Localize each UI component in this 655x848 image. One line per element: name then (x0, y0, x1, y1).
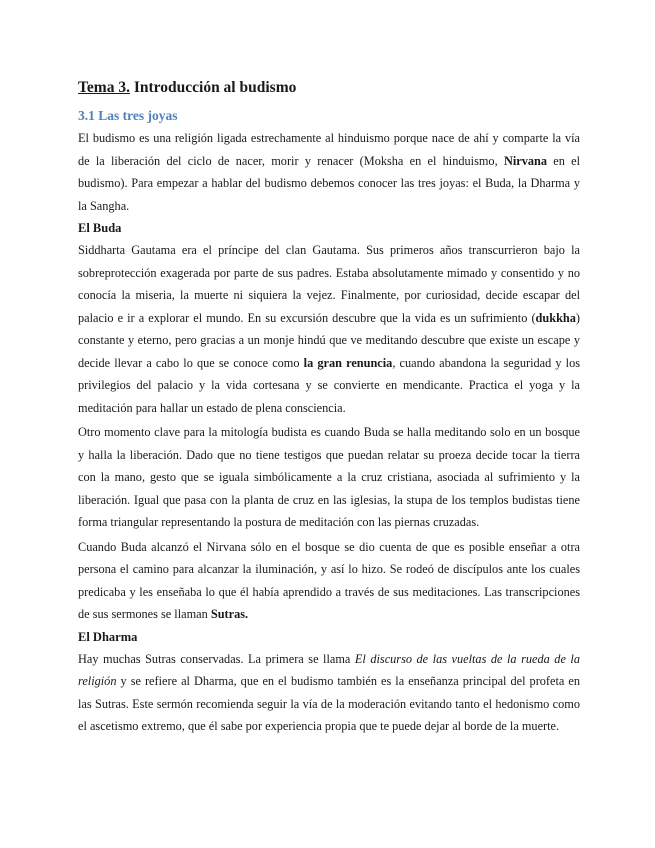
buda-p3-bold-sutras: Sutras. (210, 607, 249, 621)
title-prefix: Tema 3. (78, 79, 130, 96)
dharma-p1-italic-title: El discurso de las vueltas de la rueda de la religión (78, 651, 580, 688)
dharma-heading: El Dharma (78, 629, 138, 644)
buda-p1-text-3: , cuando abandona la seguridad y los privilegios del palacio y la vida cortesana y se convierte en mendicante. Practica el yoga y la meditación para hallar un estado de plena consciencia. (78, 355, 581, 415)
document-title (78, 78, 580, 98)
dharma-p1-text-2: y se refiere al Dharma, que en el budismo también es la enseñanza principal del profeta en las Sutras. Este sermón recomienda seguir la vía de la moderación evitando tanto el hedonismo como el ascetismo extremo, que él sabe por experiencia propia que te puede dejar al borde de la muerte. (78, 674, 580, 733)
buda-paragraph-2: Otro momento clave para la mitología budista es cuando Buda se halla meditando solo en un bosque y halla la liberación. Dado que no tiene testigos que puedan relatar su proeza decide tocar la tierra con la mano, gesto que se iguala simbólicamente a la cruz cristiana, asociada al sufrimiento y la liberación. Igual que pasa con la planta de cruz en las iglesias, la stupa de los templos budistas tiene forma triangular representando la postura de meditación con las piernas cruzadas. (78, 425, 580, 529)
dharma-p1-text-1: Hay muchas Sutras conservadas. La primera se llama (78, 651, 355, 666)
title-text: Introducción al budismo (129, 79, 297, 96)
intro-paragraph (78, 127, 580, 217)
buda-p1-text-2: ) constante y eterno, pero gracias a un monje hindú que ve meditando descubre que existe un escape y decide llevar a cabo lo que se conoce como (78, 310, 580, 370)
buda-paragraph-3 (78, 536, 580, 626)
buda-paragraph-1 (78, 239, 580, 419)
document-page (78, 78, 580, 738)
buda-p1-bold-renuncia: la gran renuncia (303, 355, 393, 370)
intro-text-1: El budismo es una religión ligada estrechamente al hinduismo porque nace de ahí y comparte la vía de la liberación del ciclo de nacer, morir y renacer (Moksha en el hinduismo, (78, 131, 580, 168)
intro-text-2: en el budismo). Para empezar a hablar del budismo debemos conocer las tres joyas: el Buda, la Dharma y la Sangha. (78, 153, 580, 213)
buda-p1-bold-dukkha: dukkha (535, 310, 576, 325)
buda-p1-text-1: Siddharta Gautama era el príncipe del clan Gautama. Sus primeros años transcurrieron bajo la sobreprotección exagerada por parte de sus padres. Estaba absolutamente mimado y consentido y no conocía la miseria, la muerte ni siquiera la vejez. Finalmente, por curiosidad, decide escapar del palacio e ir a explorar el mundo. En su excursión descubre que la vida es un sufrimiento ( (78, 243, 580, 325)
section-heading: 3.1 Las tres joyas (78, 108, 178, 123)
buda-heading: El Buda (78, 221, 122, 235)
intro-bold-nirvana: Nirvana (503, 153, 547, 168)
dharma-paragraph-1 (78, 648, 580, 738)
buda-p3-text-1: Cuando Buda alcanzó el Nirvana sólo en el bosque se dio cuenta de que es posible enseñar a otra persona el camino para alcanzar la iluminación, y así lo hizo. Se rodeó de discípulos ante los cuales predicaba y les enseñaba lo que él había aprendido a través de sus meditaciones. Las transcripciones de sus sermones se llaman (78, 539, 580, 621)
